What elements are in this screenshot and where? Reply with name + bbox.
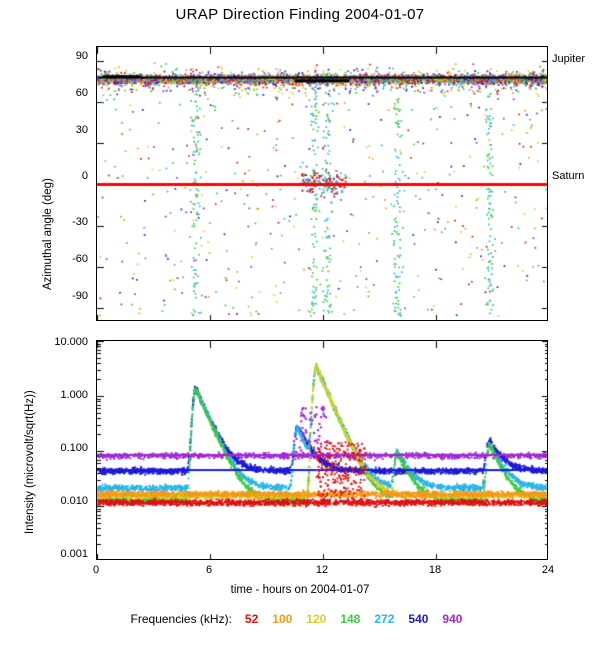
ytick-top-5: -60 — [72, 253, 88, 265]
bottom-y-axis-title: Intensity (microvolt/sqrt(Hz)) — [24, 390, 36, 534]
ytick-bot-1: 1.000 — [60, 389, 88, 401]
ytick-bot-0: 10.000 — [54, 336, 88, 348]
ytick-top-1: 60 — [75, 87, 88, 99]
jupiter-label: Jupiter — [552, 53, 586, 65]
ytick-bot-3: 0.010 — [60, 495, 88, 507]
legend-item-100: 100 — [272, 612, 293, 626]
ytick-top-3: 0 — [81, 170, 88, 182]
ytick-top-4: -30 — [72, 216, 88, 228]
ytick-top-0: 90 — [75, 50, 88, 62]
legend-item-148: 148 — [340, 612, 361, 626]
xtick-0: 0 — [92, 564, 100, 576]
ytick-top-6: -90 — [72, 290, 88, 302]
azimuthal-angle-plot — [96, 46, 548, 321]
legend-item-540: 540 — [408, 612, 429, 626]
azimuthal-scatter-canvas — [97, 47, 548, 321]
legend — [0, 612, 600, 626]
ytick-bot-2: 0.100 — [60, 442, 88, 454]
ytick-top-2: 30 — [75, 124, 88, 136]
xtick-2: 12 — [315, 564, 329, 576]
xtick-3: 18 — [428, 564, 442, 576]
legend-item-940: 940 — [442, 612, 463, 626]
page-title: URAP Direction Finding 2004-01-07 — [175, 6, 425, 23]
legend-title: Frequencies (kHz): — [130, 612, 232, 626]
intensity-scatter-canvas — [97, 341, 548, 560]
x-axis-title: time - hours on 2004-01-07 — [230, 584, 370, 596]
legend-item-120: 120 — [306, 612, 327, 626]
saturn-label: Saturn — [552, 170, 585, 182]
top-y-axis-title: Azimuthal angle (deg) — [42, 178, 54, 290]
legend-item-272: 272 — [374, 612, 395, 626]
xtick-1: 6 — [205, 564, 213, 576]
legend-item-52: 52 — [244, 612, 259, 626]
ytick-bot-4: 0.001 — [60, 548, 88, 560]
xtick-4: 24 — [541, 564, 555, 576]
intensity-plot — [96, 340, 548, 560]
